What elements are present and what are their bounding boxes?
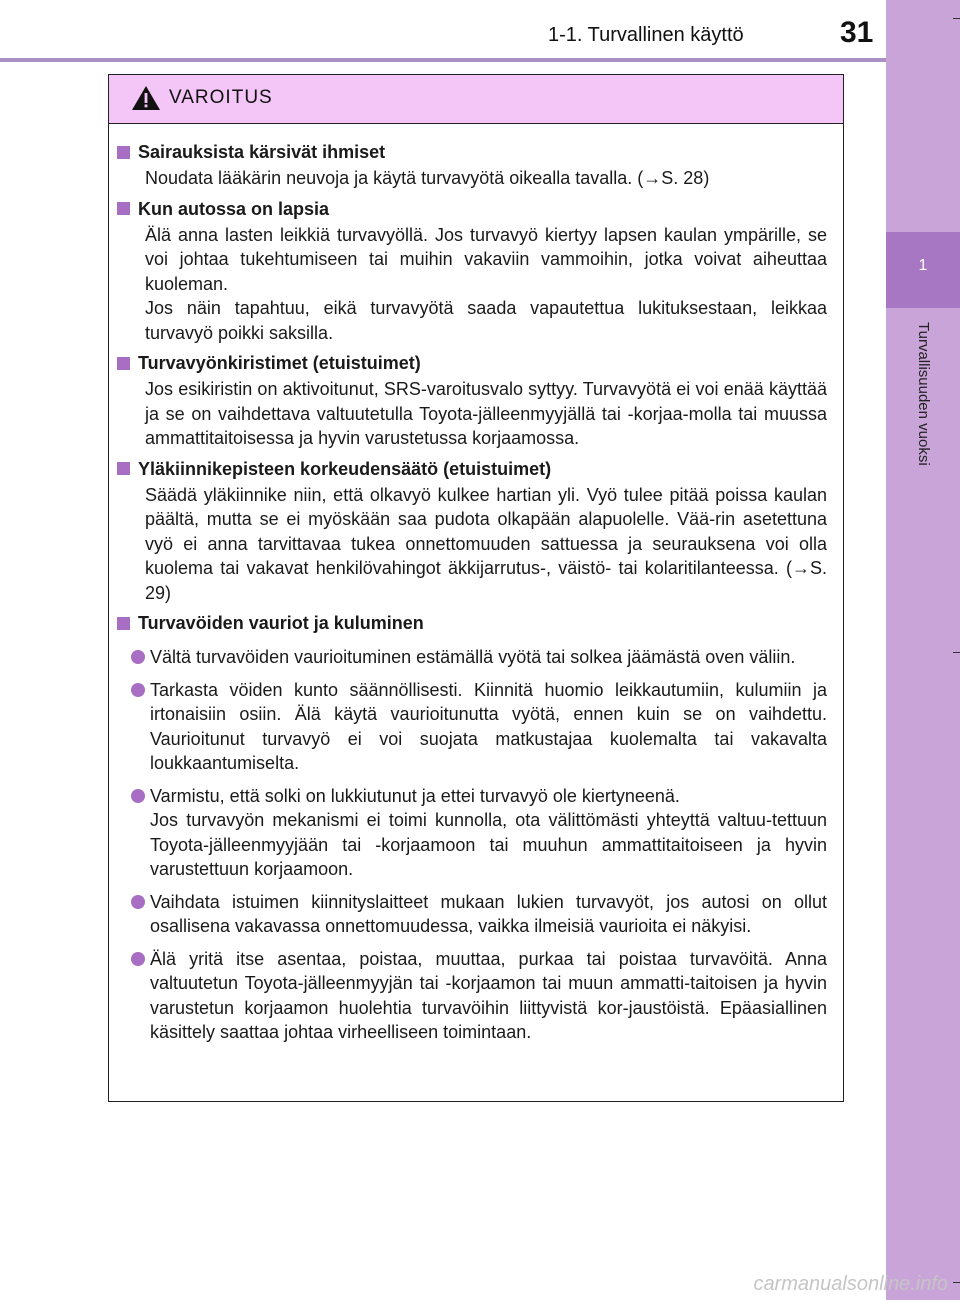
page-number: 31 bbox=[840, 16, 874, 49]
warning-section bbox=[117, 609, 827, 1045]
list-item bbox=[131, 947, 827, 1045]
round-bullet-icon bbox=[131, 650, 145, 664]
list-item bbox=[131, 784, 827, 882]
bullet-text: Vältä turvavöiden vaurioituminen estämällä vyötä tai solkea jäämästä oven väliin. bbox=[150, 647, 796, 667]
section-heading: Sairauksista kärsivät ihmiset bbox=[117, 138, 827, 166]
header-divider bbox=[0, 58, 886, 62]
warning-section bbox=[117, 349, 827, 451]
bullet-text: Älä yritä itse asentaa, poistaa, muuttaa, purkaa tai poistaa turvavöitä. Anna valtuutetun Toyota-jälleenmyyjän tai -korjaamon tai muun ammatti-taitoisen ja hyvin varustetun korjaamon huolehtia turvavöihin liittyvistä kor-jaustöistä. Epäasiallinen käsittely saattaa johtaa virheelliseen toimintaan. bbox=[150, 948, 827, 1042]
section-heading: Turvavöiden vauriot ja kuluminen bbox=[117, 609, 827, 637]
chapter-title: Turvallisuuden vuoksi bbox=[915, 322, 932, 466]
warning-triangle-icon bbox=[131, 85, 161, 111]
section-heading: Yläkiinnikepisteen korkeudensäätö (etuistuimet) bbox=[117, 455, 827, 483]
section-paragraph: Noudata lääkärin neuvoja ja käytä turvavyötä oikealla tavalla. (→S. 28) bbox=[145, 168, 710, 188]
warning-content bbox=[109, 124, 843, 1045]
warning-title: VAROITUS bbox=[169, 87, 273, 108]
square-bullet-icon bbox=[117, 462, 130, 475]
square-bullet-icon bbox=[117, 357, 130, 370]
section-paragraph: Älä anna lasten leikkiä turvavyöllä. Jos turvavyö kiertyy lapsen kaulan ympärille, se voi johtaa tukehtumiseen tai muihin vakaviin vammoihin, jotka voivat aiheuttaa kuoleman. bbox=[145, 224, 827, 294]
section-paragraph: Säädä yläkiinnike niin, että olkavyö kulkee hartian yli. Vyö tulee pitää poissa kaulan päältä, mutta se ei myöskään saa pudota olkapään alapuolelle. Vää-rin asetettuna vyö ei anna tarvittavaa tukea onnettomuuden sattuessa ja seurauksena voi olla kuolema tai vakavat henkilövahingot äkkijarrutus-, väistö- tai kolaritilanteessa. (→S. 29) bbox=[145, 484, 827, 603]
section-paragraph: Jos esikiristin on aktivoitunut, SRS-varoitusvalo syttyy. Turvavyötä ei voi enää käyttää ja se on vaihdettava valtuutetulla Toyota-jälleenmyyjällä tai -korjaa-molla tai muussa ammattitaitoisessa ja hyvin varustetussa korjaamossa. bbox=[145, 379, 827, 448]
warning-section bbox=[117, 195, 827, 346]
running-header-title: 1-1. Turvallinen käyttö bbox=[548, 24, 744, 46]
list-item bbox=[131, 890, 827, 939]
bullet-text: Jos turvavyön mekanismi ei toimi kunnolla, ota välittömästi yhteyttä valtuu-tettuun Toyota-jälleenmyyjään tai -korjaamoon tai muuhun ammattitaitoiseen ja hyvin varustettuun korjaamoon. bbox=[150, 810, 827, 879]
list-item bbox=[131, 645, 827, 670]
crop-mark bbox=[953, 18, 960, 19]
bullet-text: Tarkasta vöiden kunto säännöllisesti. Kiinnitä huomio leikkautumiin, kulumiin ja irtonaisiin osiin. Älä käytä vaurioitunutta vyötä, ennen kuin se on vaihdettu. Vaurioitunut turvavyö ei voi suojata matkustajaa kuolemalta tai vakavalta loukkaantumiselta. bbox=[150, 679, 827, 773]
crop-mark bbox=[953, 1282, 960, 1283]
section-heading: Kun autossa on lapsia bbox=[117, 195, 827, 223]
warning-header bbox=[109, 75, 843, 124]
bullet-text: Vaihdata istuimen kiinnityslaitteet mukaan lukien turvavyöt, jos autosi on ollut osallisena vakavassa onnettomuudessa, vaikka ilmeisiä vaurioita ei näkyisi. bbox=[150, 891, 827, 936]
chapter-number: 1 bbox=[918, 257, 928, 274]
chapter-side-tab bbox=[886, 0, 960, 1300]
warning-section bbox=[117, 138, 827, 191]
watermark: carmanualsonline.info bbox=[753, 1273, 948, 1295]
crop-mark bbox=[953, 652, 960, 653]
round-bullet-icon bbox=[131, 895, 145, 909]
section-paragraph: Jos näin tapahtuu, eikä turvavyötä saada vapautettua lukituksestaan, leikkaa turvavyö poikki saksilla. bbox=[145, 298, 827, 343]
square-bullet-icon bbox=[117, 202, 130, 215]
round-bullet-icon bbox=[131, 789, 145, 803]
round-bullet-icon bbox=[131, 952, 145, 966]
warning-box bbox=[108, 74, 844, 1102]
bullet-text: Varmistu, että solki on lukkiutunut ja ettei turvavyö ole kiertyneenä. bbox=[150, 785, 680, 806]
square-bullet-icon bbox=[117, 146, 130, 159]
list-item bbox=[131, 678, 827, 776]
section-heading: Turvavyönkiristimet (etuistuimet) bbox=[117, 349, 827, 377]
warning-section bbox=[117, 455, 827, 606]
square-bullet-icon bbox=[117, 617, 130, 630]
round-bullet-icon bbox=[131, 683, 145, 697]
